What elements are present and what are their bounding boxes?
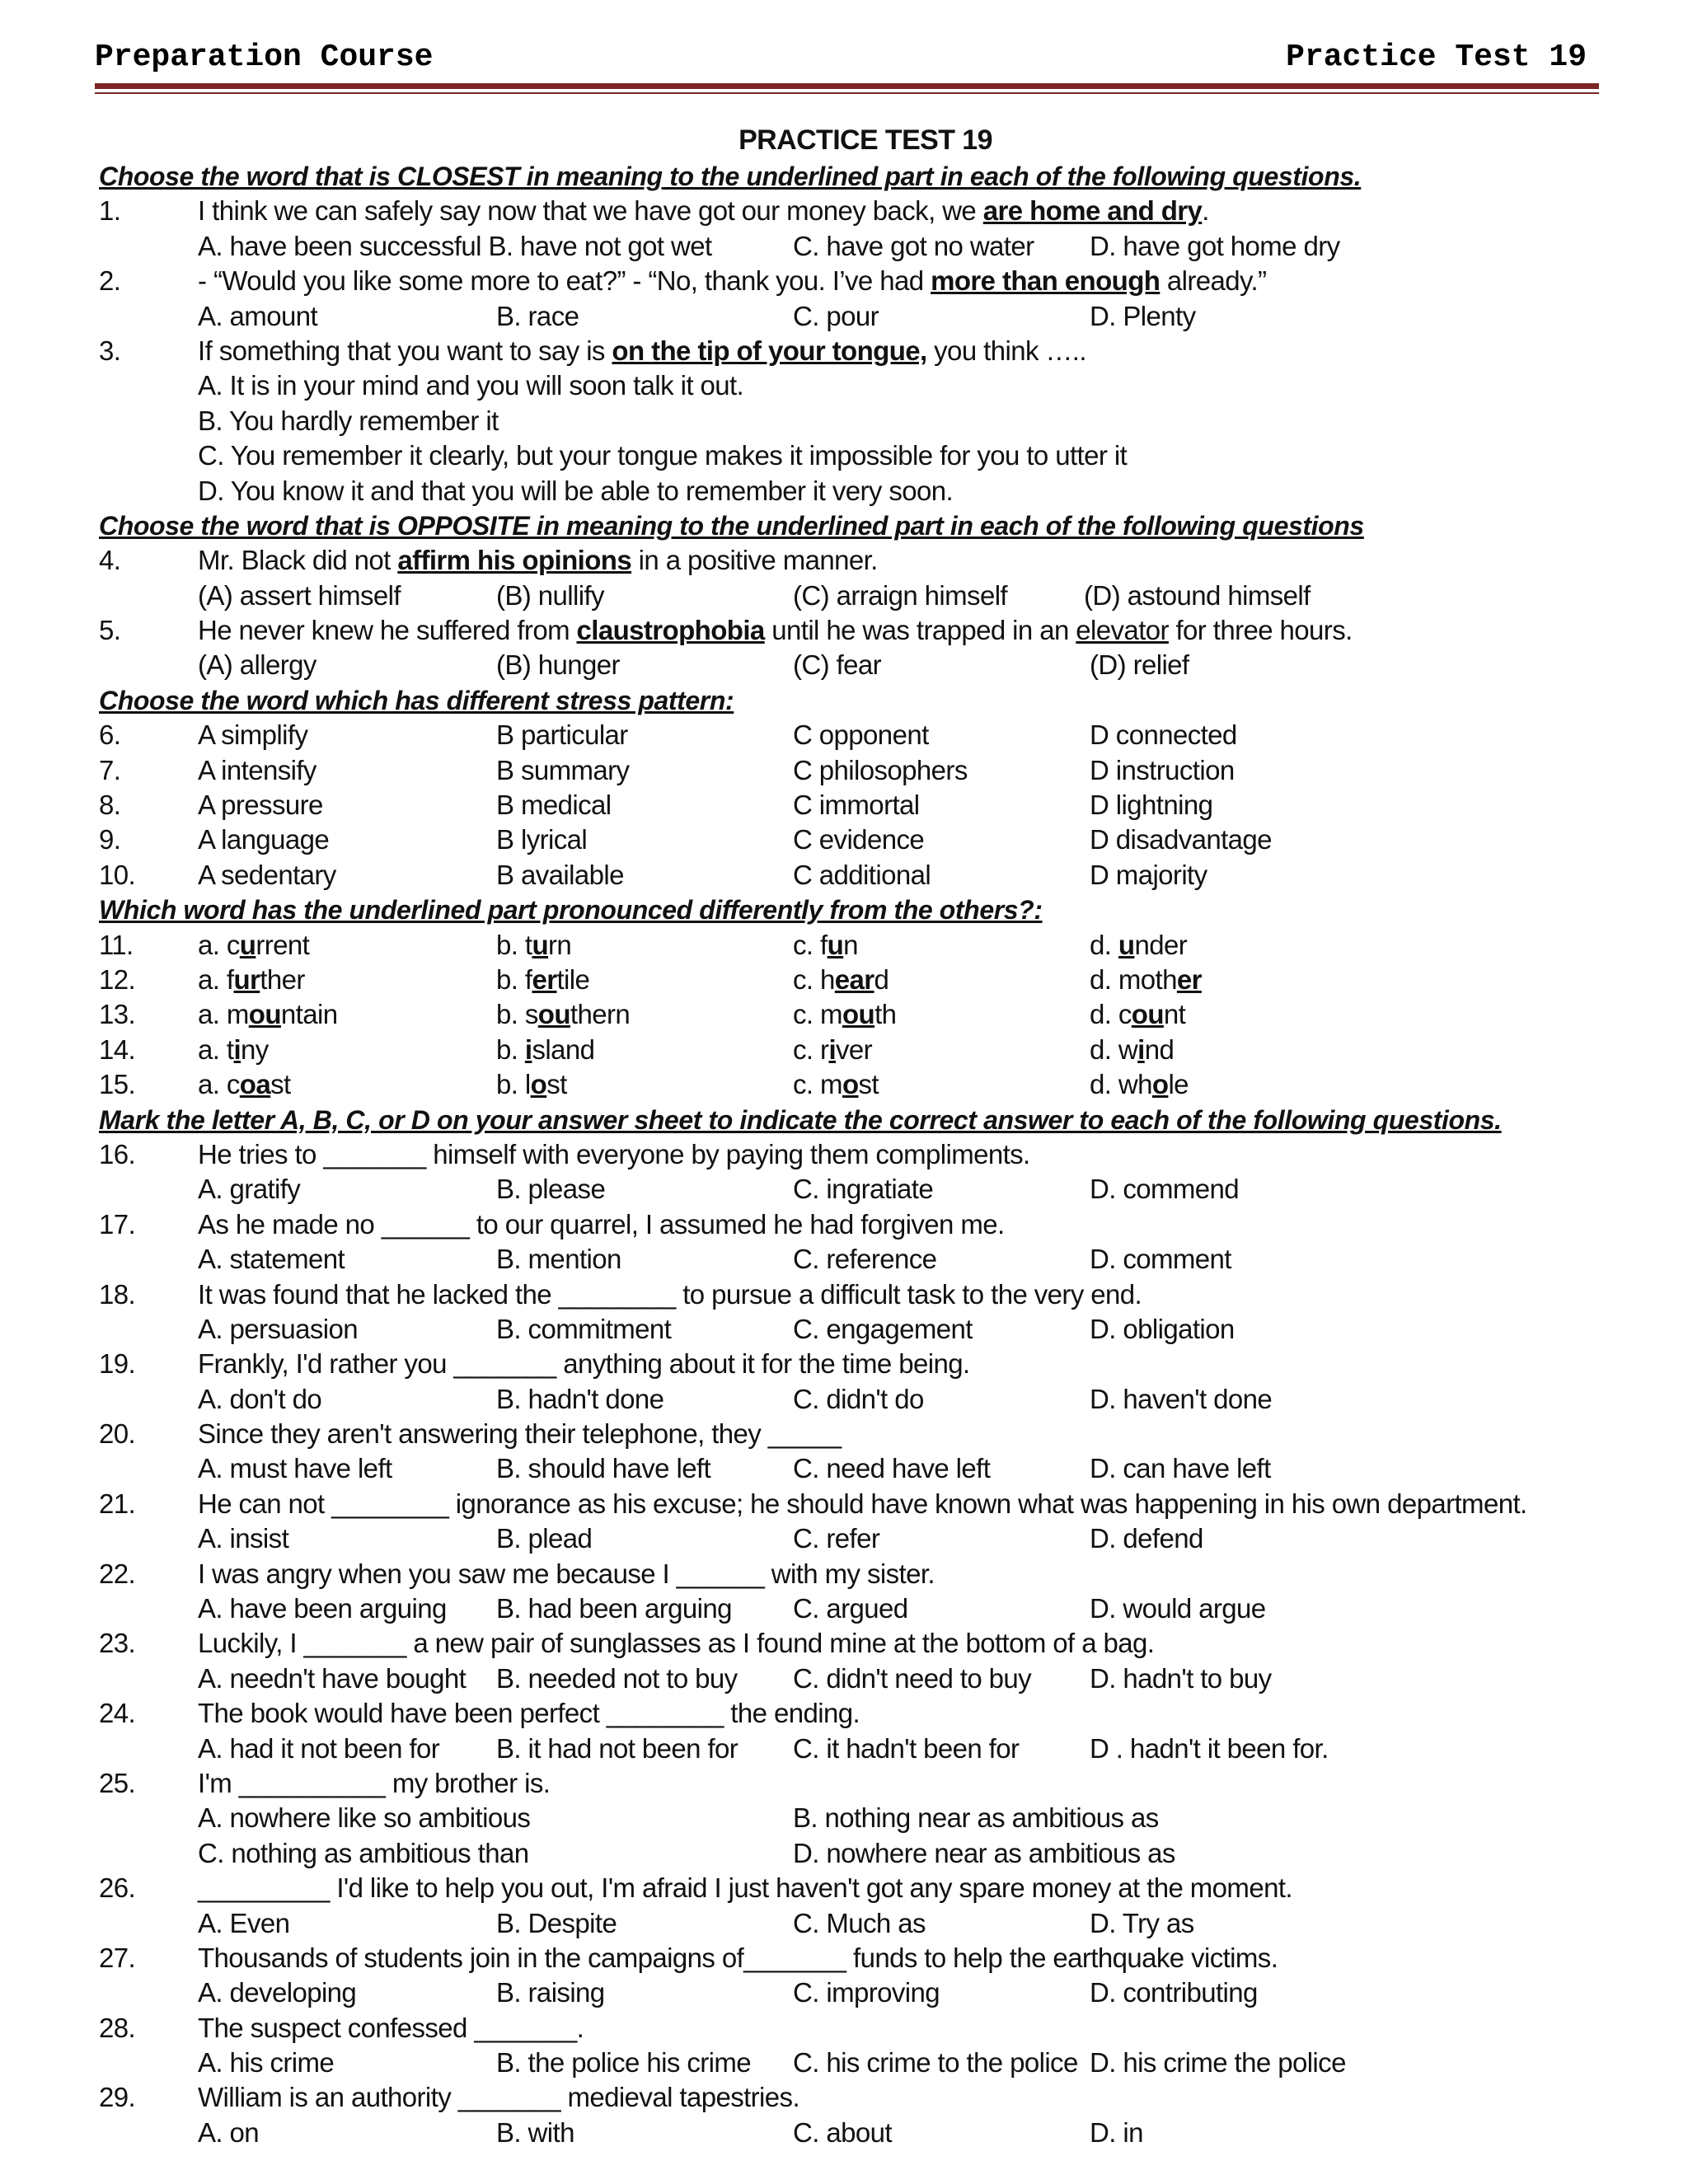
question-number: 17. xyxy=(99,1208,136,1240)
option-d: D instruction xyxy=(1090,754,1235,785)
question-options xyxy=(99,1312,1582,1347)
option-c xyxy=(793,1067,879,1102)
option-d: D. can have left xyxy=(1090,1453,1271,1484)
option-d: D. comment xyxy=(1090,1244,1231,1275)
header-course-title: Preparation Course xyxy=(95,40,434,75)
pronunciation-question-row xyxy=(99,928,1582,963)
question-number: 3. xyxy=(99,335,121,366)
option-b: B. race xyxy=(496,300,579,331)
pronunciation-question-row xyxy=(99,1067,1582,1102)
question-number: 13. xyxy=(99,999,136,1030)
question-stem: The book would have been perfect ________ the ending. xyxy=(198,1698,860,1729)
option-a xyxy=(198,1033,269,1067)
option-a: (A) allergy xyxy=(198,649,316,681)
question-number: 2. xyxy=(99,265,121,297)
option-a: A intensify xyxy=(198,754,316,785)
option-a: A. insist xyxy=(198,1523,289,1554)
option-c: C. it hadn't been for xyxy=(793,1732,1020,1764)
option-c: C. argued xyxy=(793,1593,908,1624)
option-c: C. need have left xyxy=(793,1453,991,1484)
question-25-options-row-2 xyxy=(99,1836,1582,1871)
option-a xyxy=(198,963,305,997)
question-row xyxy=(99,1871,1582,1905)
option-d: D. commend xyxy=(1090,1174,1240,1205)
underlined-letters: i xyxy=(1137,1033,1145,1065)
option-a xyxy=(198,928,309,963)
word-part: b. t xyxy=(496,929,532,960)
word-part: b. s xyxy=(496,999,538,1030)
word-part: th xyxy=(874,999,897,1030)
underlined-letters: u xyxy=(532,929,549,960)
question-row xyxy=(99,1277,1582,1312)
word-part: d. c xyxy=(1090,999,1132,1030)
option-b: B. with xyxy=(496,2116,574,2148)
word-part: d. wh xyxy=(1090,1069,1152,1100)
question-25 xyxy=(99,1766,1582,1801)
option-a: A language xyxy=(198,824,330,855)
question-options xyxy=(99,1521,1582,1556)
option-a: A sedentary xyxy=(198,859,336,890)
option-d: D. his crime the police xyxy=(1090,2047,1346,2079)
option-c: C. about xyxy=(793,2116,892,2148)
option-d: D. would argue xyxy=(1090,1593,1266,1624)
word-part: b. xyxy=(496,1033,525,1065)
option-d: D. Plenty xyxy=(1090,300,1196,331)
underlined-letters: ou xyxy=(248,999,281,1030)
stress-question-row xyxy=(99,718,1582,752)
underlined-letters: ou xyxy=(1131,999,1164,1030)
question-number: 14. xyxy=(99,1033,136,1065)
question-3 xyxy=(99,334,1582,368)
word-part: a. c xyxy=(198,929,240,960)
word-part: n xyxy=(843,929,858,960)
underlined-phrase: more than enough xyxy=(931,265,1160,297)
question-options xyxy=(99,1172,1582,1207)
option-b: B. it had not been for xyxy=(496,1732,738,1764)
word-part: rrent xyxy=(256,929,310,960)
option-c: C opponent xyxy=(793,719,929,751)
option-d: (D) relief xyxy=(1090,649,1189,681)
option-b: (B) hunger xyxy=(496,649,620,681)
option-a: A. Even xyxy=(198,1907,290,1938)
question-stem: If something that you want to say is on the tip of your tongue, you think ….. xyxy=(198,335,1086,366)
question-options xyxy=(99,1906,1582,1941)
section-instruction-opposite: Choose the word that is OPPOSITE in meaning to the underlined part in each of the following questions xyxy=(99,510,1364,541)
option-b xyxy=(496,928,571,963)
option-b: B. needed not to buy xyxy=(496,1662,738,1694)
option-d: D lightning xyxy=(1090,790,1213,821)
question-stem: I was angry when you saw me because I ______ with my sister. xyxy=(198,1558,935,1589)
question-stem: It was found that he lacked the ________ to pursue a difficult task to the very end. xyxy=(198,1278,1142,1310)
option-d: D. nowhere near as ambitious as xyxy=(793,1837,1175,1868)
word-part: d. xyxy=(1090,929,1118,960)
option-a: A. had it not been for xyxy=(198,1732,440,1764)
word-part: a. c xyxy=(198,1069,240,1100)
question-number: 19. xyxy=(99,1348,136,1380)
option-a-b: A. have been successful B. have not got wet xyxy=(198,230,712,261)
option-b: B available xyxy=(496,859,624,890)
option-c: C. didn't need to buy xyxy=(793,1662,1032,1694)
test-content xyxy=(99,122,1582,2150)
option-d: D. You know it and that you will be able to remember it very soon. xyxy=(198,475,954,506)
option-a: A. persuasion xyxy=(198,1313,358,1344)
option-d: D. obligation xyxy=(1090,1313,1235,1344)
question-options xyxy=(99,1591,1582,1626)
option-c: (C) arraign himself xyxy=(793,579,1007,611)
underlined-letters: er xyxy=(532,963,557,995)
header-rule-thick xyxy=(95,83,1599,89)
underlined-letters: ou xyxy=(537,999,570,1030)
question-number: 16. xyxy=(99,1138,136,1169)
question-4 xyxy=(99,543,1582,578)
question-stem: As he made no ______ to our quarrel, I assumed he had forgiven me. xyxy=(198,1208,1005,1240)
question-row xyxy=(99,1941,1582,1975)
underlined-letters: er xyxy=(1176,963,1202,995)
option-c: C. have got no water xyxy=(793,230,1034,261)
question-options xyxy=(99,2116,1582,2150)
question-row xyxy=(99,1207,1582,1242)
option-b: B. should have left xyxy=(496,1453,711,1484)
section-instruction-multiple-choice: Mark the letter A, B, C, or D on your answer sheet to indicate the correct answer to each of the following questions. xyxy=(99,1104,1502,1135)
question-stem: Since they aren't answering their telephone, they _____ xyxy=(198,1418,842,1450)
question-4-options xyxy=(99,579,1582,613)
underlined-phrase: on the tip of your tongue, xyxy=(612,335,927,366)
underlined-letters: i xyxy=(233,1033,241,1065)
word-part: st xyxy=(546,1069,567,1100)
question-number: 6. xyxy=(99,719,121,751)
option-a: A. his crime xyxy=(198,2047,335,2079)
option-b: B. hadn't done xyxy=(496,1383,664,1414)
word-part: b. f xyxy=(496,963,532,995)
question-options xyxy=(99,1382,1582,1417)
option-c: C. ingratiate xyxy=(793,1174,934,1205)
option-b: B. Despite xyxy=(496,1907,617,1938)
word-part: c. f xyxy=(793,929,828,960)
section-instruction-closest: Choose the word that is CLOSEST in meaning to the underlined part in each of the following questions. xyxy=(99,162,1362,191)
option-d xyxy=(1090,928,1187,963)
option-b: B summary xyxy=(496,754,630,785)
option-a: (A) assert himself xyxy=(198,579,401,611)
option-a: A pressure xyxy=(198,790,323,821)
option-c: C. pour xyxy=(793,300,879,331)
underlined-word: elevator xyxy=(1076,615,1169,646)
page-title: PRACTICE TEST 19 xyxy=(738,124,992,156)
question-row xyxy=(99,1626,1582,1661)
option-a: A. have been arguing xyxy=(198,1593,447,1624)
option-d xyxy=(1090,997,1185,1032)
question-number: 15. xyxy=(99,1069,136,1100)
question-number: 28. xyxy=(99,2012,136,2043)
question-row xyxy=(99,1137,1582,1172)
pronunciation-question-row xyxy=(99,1033,1582,1067)
multiple-choice-questions-continued xyxy=(99,1871,1582,2150)
option-b: B. nothing near as ambitious as xyxy=(793,1802,1159,1834)
question-5 xyxy=(99,613,1582,648)
option-b xyxy=(496,1067,567,1102)
option-c: C. engagement xyxy=(793,1313,973,1344)
underlined-letters: ear xyxy=(834,963,874,995)
underlined-letters: i xyxy=(524,1033,532,1065)
word-part: sland xyxy=(532,1033,595,1065)
question-number: 4. xyxy=(99,545,121,576)
stress-question-row xyxy=(99,858,1582,893)
option-b xyxy=(496,1033,594,1067)
question-row xyxy=(99,1487,1582,1521)
question-number: 5. xyxy=(99,615,121,646)
question-row xyxy=(99,1417,1582,1451)
stress-questions xyxy=(99,718,1582,893)
word-part: ntain xyxy=(280,999,338,1030)
question-number: 11. xyxy=(99,929,134,960)
option-d xyxy=(1090,1067,1189,1102)
option-c: (C) fear xyxy=(793,649,882,681)
option-a: A. amount xyxy=(198,300,318,331)
option-a: A. It is in your mind and you will soon talk it out. xyxy=(198,370,744,401)
header-rule-thin xyxy=(95,92,1599,94)
word-part: d. moth xyxy=(1090,963,1177,995)
option-c: C immortal xyxy=(793,790,920,821)
option-d: (D) astound himself xyxy=(1084,579,1311,611)
question-number: 18. xyxy=(99,1278,136,1310)
option-b: B. had been arguing xyxy=(496,1593,732,1624)
question-number: 8. xyxy=(99,790,121,821)
pronunciation-questions xyxy=(99,928,1582,1103)
question-options xyxy=(99,1451,1582,1486)
stress-question-row xyxy=(99,788,1582,823)
word-part: st xyxy=(270,1069,291,1100)
question-row xyxy=(99,1696,1582,1731)
word-part: thern xyxy=(570,999,631,1030)
question-stem: The suspect confessed _______. xyxy=(198,2012,584,2043)
option-d: D. defend xyxy=(1090,1523,1203,1554)
option-a: A. nowhere like so ambitious xyxy=(198,1802,531,1834)
section-instruction-stress: Choose the word which has different stress pattern: xyxy=(99,685,734,715)
option-a: A. statement xyxy=(198,1244,345,1275)
question-options xyxy=(99,1242,1582,1277)
question-2-options xyxy=(99,299,1582,334)
underlined-letters: u xyxy=(827,929,844,960)
option-a: A. gratify xyxy=(198,1174,301,1205)
option-d: D . hadn't it been for. xyxy=(1090,1732,1329,1764)
word-part: ther xyxy=(260,963,305,995)
question-number: 25. xyxy=(99,1767,136,1798)
question-3-option-c xyxy=(99,438,1582,473)
question-number: 9. xyxy=(99,824,121,855)
question-number: 24. xyxy=(99,1698,136,1729)
question-number: 12. xyxy=(99,963,136,995)
question-number: 7. xyxy=(99,754,121,785)
word-part: tile xyxy=(556,963,590,995)
option-d xyxy=(1090,1033,1174,1067)
underlined-phrase: affirm his opinions xyxy=(397,545,632,576)
question-number: 10. xyxy=(99,859,136,890)
question-2 xyxy=(99,264,1582,298)
option-c: C. improving xyxy=(793,1977,940,2008)
option-d: D. in xyxy=(1090,2116,1143,2148)
question-stem: I'm __________ my brother is. xyxy=(198,1767,551,1798)
question-stem: I think we can safely say now that we have got our money back, we are home and dry. xyxy=(198,195,1209,227)
option-c: C evidence xyxy=(793,824,925,855)
question-row xyxy=(99,1347,1582,1381)
word-part: c. r xyxy=(793,1033,829,1065)
question-number: 29. xyxy=(99,2082,136,2113)
underlined-letters: u xyxy=(1118,929,1135,960)
option-b: B. please xyxy=(496,1174,606,1205)
option-a: A. on xyxy=(198,2116,260,2148)
question-1-options xyxy=(99,229,1582,264)
underlined-letters: u xyxy=(239,929,256,960)
underlined-letters: oa xyxy=(239,1069,271,1100)
question-number: 27. xyxy=(99,1942,136,1973)
question-3-option-b xyxy=(99,404,1582,438)
header-test-title: Practice Test 19 xyxy=(1286,40,1587,75)
option-c: C philosophers xyxy=(793,754,968,785)
question-options xyxy=(99,1975,1582,2010)
option-d: D disadvantage xyxy=(1090,824,1272,855)
stress-question-row xyxy=(99,823,1582,857)
option-d: D connected xyxy=(1090,719,1237,751)
option-c xyxy=(793,963,889,997)
option-b: B. commitment xyxy=(496,1313,672,1344)
option-c: C. You remember it clearly, but your tongue makes it impossible for you to utter it xyxy=(198,440,1128,471)
underlined-letters: ou xyxy=(842,999,875,1030)
question-number: 23. xyxy=(99,1628,136,1659)
word-part: b. l xyxy=(496,1069,531,1100)
pronunciation-question-row xyxy=(99,963,1582,997)
underlined-letters: ur xyxy=(233,963,260,995)
question-5-options xyxy=(99,648,1582,682)
page-header xyxy=(95,37,1587,78)
word-part: c. m xyxy=(793,1069,842,1100)
option-b: B. raising xyxy=(496,1977,605,2008)
option-b: B particular xyxy=(496,719,628,751)
underlined-phrase: claustrophobia xyxy=(576,615,765,646)
option-b: B. You hardly remember it xyxy=(198,405,499,436)
option-c: C. reference xyxy=(793,1244,937,1275)
option-d: D. have got home dry xyxy=(1090,230,1340,261)
word-part: rn xyxy=(548,929,572,960)
option-d: D. haven't done xyxy=(1090,1383,1273,1414)
question-stem: He tries to _______ himself with everyone by paying them compliments. xyxy=(198,1138,1030,1169)
question-options xyxy=(99,2046,1582,2080)
word-part: d xyxy=(874,963,889,995)
pronunciation-question-row xyxy=(99,997,1582,1032)
option-d xyxy=(1090,963,1202,997)
word-part: c. h xyxy=(793,963,835,995)
question-options xyxy=(99,1661,1582,1696)
word-part: ny xyxy=(241,1033,269,1065)
word-part: a. t xyxy=(198,1033,234,1065)
option-c: C additional xyxy=(793,859,931,890)
option-a: A. developing xyxy=(198,1977,357,2008)
option-b: (B) nullify xyxy=(496,579,604,611)
option-c xyxy=(793,997,896,1032)
underlined-letters: o xyxy=(1151,1069,1169,1100)
question-stem: Thousands of students join in the campaigns of_______ funds to help the earthquake victims. xyxy=(198,1942,1278,1973)
question-number: 1. xyxy=(99,195,121,227)
word-part: a. m xyxy=(198,999,249,1030)
option-d: D. contributing xyxy=(1090,1977,1258,2008)
option-b xyxy=(496,997,630,1032)
option-a: A simplify xyxy=(198,719,308,751)
word-part: d. w xyxy=(1090,1033,1138,1065)
question-options xyxy=(99,1732,1582,1766)
underlined-letters: o xyxy=(842,1069,859,1100)
option-d: D. Try as xyxy=(1090,1907,1194,1938)
stress-question-row xyxy=(99,753,1582,788)
question-stem: Luckily, I _______ a new pair of sunglasses as I found mine at the bottom of a bag. xyxy=(198,1628,1155,1659)
question-3-option-a xyxy=(99,368,1582,403)
question-row xyxy=(99,1557,1582,1591)
multiple-choice-questions xyxy=(99,1137,1582,1766)
word-part: st xyxy=(858,1069,879,1100)
question-stem: - “Would you like some more to eat?” - “No, thank you. I’ve had more than enough already.” xyxy=(198,265,1267,297)
word-part: le xyxy=(1168,1069,1189,1100)
question-stem: He can not ________ ignorance as his excuse; he should have known what was happening in his own department. xyxy=(198,1488,1527,1519)
question-1 xyxy=(99,194,1582,228)
underlined-letters: i xyxy=(828,1033,837,1065)
question-number: 22. xyxy=(99,1558,136,1589)
question-row xyxy=(99,2011,1582,2046)
question-stem: William is an authority _______ medieval tapestries. xyxy=(198,2082,800,2113)
option-b: B. the police his crime xyxy=(496,2047,751,2079)
option-d: D majority xyxy=(1090,859,1207,890)
option-b: B. plead xyxy=(496,1523,593,1554)
section-instruction-pronunciation: Which word has the underlined part pronounced differently from the others?: xyxy=(99,895,1043,926)
question-number: 20. xyxy=(99,1418,136,1450)
option-b: B lyrical xyxy=(496,824,588,855)
option-c: C. nothing as ambitious than xyxy=(198,1837,529,1868)
option-a xyxy=(198,1067,291,1102)
question-number: 26. xyxy=(99,1872,136,1904)
option-d: D. hadn't to buy xyxy=(1090,1662,1272,1694)
option-c: C. didn't do xyxy=(793,1383,924,1414)
word-part: nder xyxy=(1134,929,1188,960)
option-c: C. refer xyxy=(793,1523,880,1554)
question-stem: Frankly, I'd rather you _______ anything about it for the time being. xyxy=(198,1348,970,1380)
question-3-option-d xyxy=(99,474,1582,509)
option-c xyxy=(793,928,858,963)
word-part: ver xyxy=(836,1033,873,1065)
word-part: nd xyxy=(1144,1033,1175,1065)
option-c xyxy=(793,1033,872,1067)
question-25-options-row-1 xyxy=(99,1801,1582,1835)
option-a: A. don't do xyxy=(198,1383,322,1414)
option-b: B medical xyxy=(496,790,612,821)
question-stem: _________ I'd like to help you out, I'm afraid I just haven't got any spare money at the moment. xyxy=(198,1872,1292,1904)
question-stem: Mr. Black did not affirm his opinions in a positive manner. xyxy=(198,545,878,576)
word-part: nt xyxy=(1163,999,1186,1030)
question-number: 21. xyxy=(99,1488,136,1519)
option-a: A. needn't have bought xyxy=(198,1662,467,1694)
option-a xyxy=(198,997,337,1032)
option-a: A. must have left xyxy=(198,1453,392,1484)
option-c: C. his crime to the police xyxy=(793,2047,1078,2079)
question-row xyxy=(99,2080,1582,2115)
question-stem: He never knew he suffered from claustrophobia until he was trapped in an elevator for three hours. xyxy=(198,615,1353,646)
option-b xyxy=(496,963,589,997)
word-part: c. m xyxy=(793,999,842,1030)
underlined-letters: o xyxy=(530,1069,547,1100)
underlined-phrase: are home and dry xyxy=(982,195,1203,227)
word-part: a. f xyxy=(198,963,234,995)
option-c: C. Much as xyxy=(793,1907,926,1938)
option-b: B. mention xyxy=(496,1244,621,1275)
